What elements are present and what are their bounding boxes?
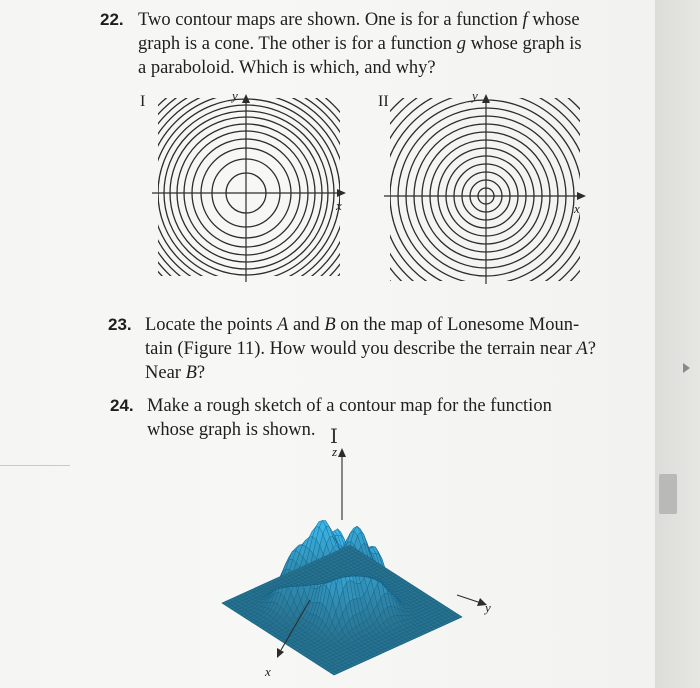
surface-graph xyxy=(205,440,505,685)
problem-line: a paraboloid. Which is which, and why? xyxy=(138,58,436,78)
gutter-rule xyxy=(0,465,70,466)
z-axis-label: z xyxy=(332,444,338,459)
contour-lines xyxy=(140,86,355,291)
x-axis-label: x xyxy=(574,201,580,216)
problem-number: 24. xyxy=(110,396,134,415)
text-cursor-icon: I xyxy=(330,424,338,448)
problem-line: graph is a cone. The other is for a function g whose graph is xyxy=(138,34,582,54)
problem-line: Near B? xyxy=(145,363,206,383)
scrollbar-thumb[interactable] xyxy=(659,474,677,514)
map-label-i: I xyxy=(140,93,146,110)
problem-line: tain (Figure 11). How would you describe the terrain near A? xyxy=(145,339,596,359)
map-label-ii: II xyxy=(378,93,389,110)
surface-mesh xyxy=(222,521,462,676)
x-axis-arrow-icon xyxy=(277,648,284,658)
y-axis-arrow-icon xyxy=(482,94,490,103)
y-axis xyxy=(457,595,481,603)
problem-line: whose graph is shown. xyxy=(147,420,316,440)
x-axis-arrow-icon xyxy=(577,192,586,200)
x-axis-label: x xyxy=(336,198,342,213)
problem-number: 22. xyxy=(100,10,124,29)
problem-line: Make a rough sketch of a contour map for the function xyxy=(147,396,552,416)
scrollbar-track[interactable] xyxy=(655,0,700,688)
y-axis-label: y xyxy=(485,600,491,615)
problem-text xyxy=(147,394,552,442)
y-axis-label: y xyxy=(232,88,238,103)
next-page-arrow-icon[interactable] xyxy=(683,363,690,373)
problem-text xyxy=(145,313,596,385)
z-axis-arrow-icon xyxy=(338,448,346,457)
problem-line: Locate the points A and B on the map of Lonesome Moun- xyxy=(145,315,580,335)
y-axis-label: y xyxy=(472,88,478,103)
contour-lines xyxy=(372,86,592,291)
problem-line: Two contour maps are shown. One is for a function f whose xyxy=(138,10,580,30)
contour-map-i xyxy=(140,86,355,291)
problem-text xyxy=(138,8,582,80)
x-axis-arrow-icon xyxy=(337,189,346,197)
x-axis-label: x xyxy=(265,664,271,679)
problem-number: 23. xyxy=(108,315,132,334)
contour-map-ii xyxy=(372,86,592,291)
